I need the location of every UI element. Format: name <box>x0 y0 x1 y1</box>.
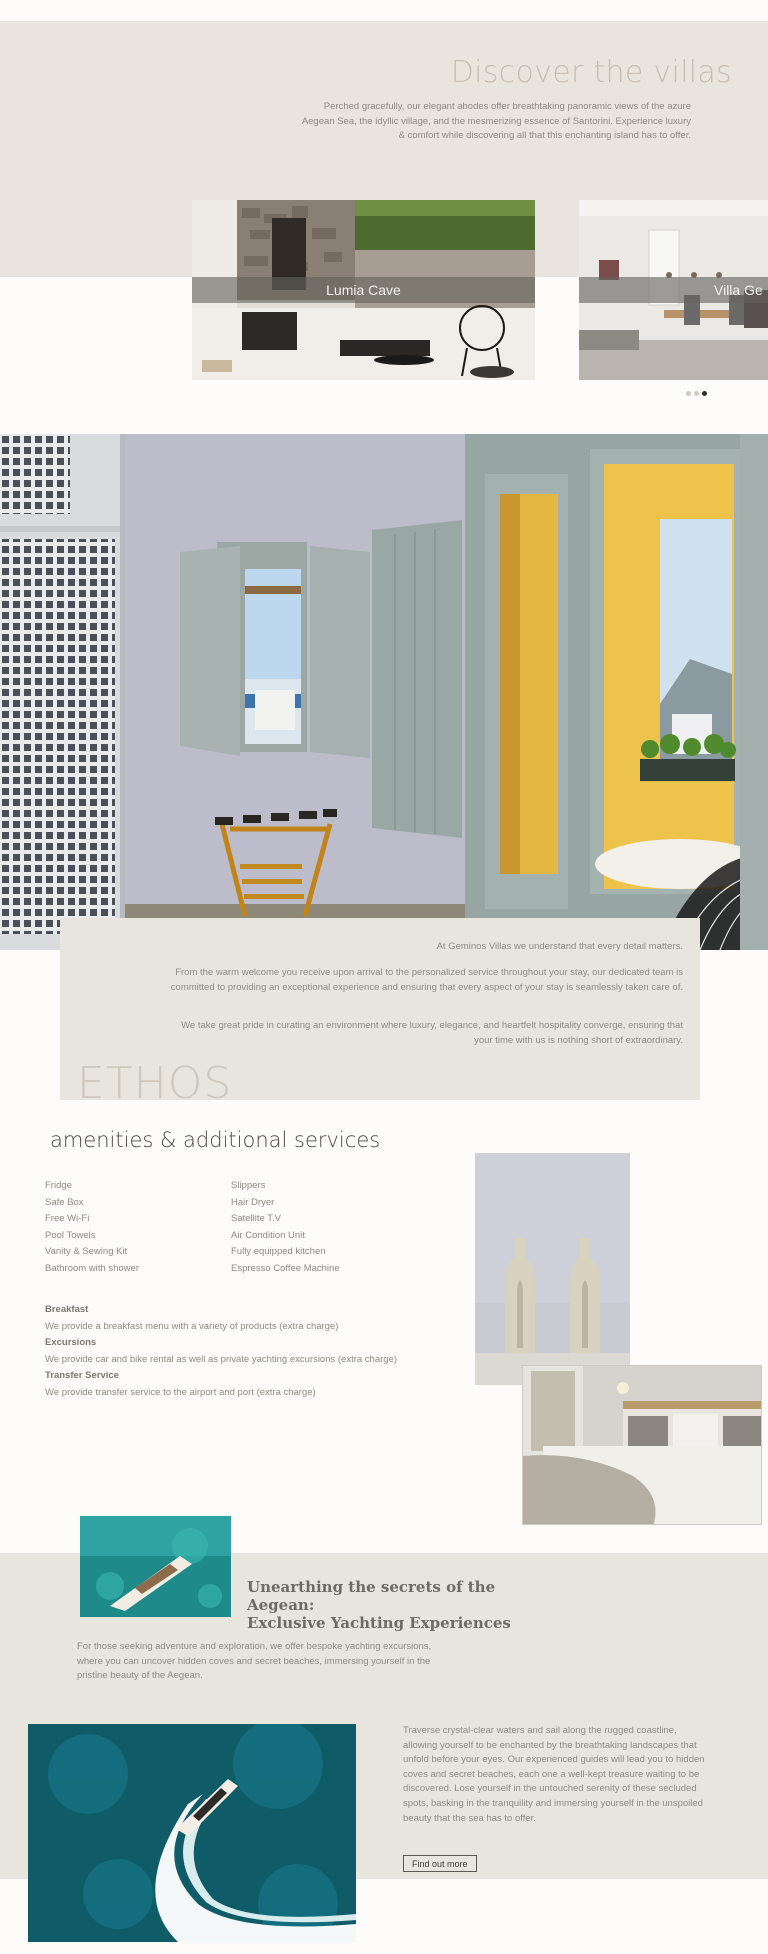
ethos-paragraph-1: At Geminos Villas we understand that every detail matters. <box>436 941 683 952</box>
amenities-list-right <box>231 1178 401 1277</box>
carousel-dot-3-active[interactable] <box>702 391 707 396</box>
villas-title: Discover the villas <box>450 55 732 90</box>
speedboat-photo-small <box>80 1516 231 1617</box>
amenity-item: Safe Box <box>45 1196 84 1208</box>
hero-room-illustration <box>0 434 768 950</box>
service-heading-excursions: Excursions <box>45 1337 97 1348</box>
amenity-item: Hair Dryer <box>231 1196 275 1208</box>
service-text-breakfast: We provide a breakfast menu with a variety of products (extra charge) <box>45 1320 339 1332</box>
ethos-panel <box>60 918 700 1109</box>
amenity-item: Pool Towels <box>45 1229 96 1241</box>
ethos-paragraph-3: We take great pride in curating an environment where luxury, elegance, and heartfelt hospitality converge, ensuring that your time with us is nothing short of extraordinary. <box>181 1020 683 1046</box>
speedboat-photo-large <box>28 1724 356 1942</box>
amenity-item: Espresso Coffee Machine <box>231 1262 340 1274</box>
carousel-dot-1[interactable] <box>686 391 691 396</box>
amenity-item: Slippers <box>231 1180 266 1191</box>
amenity-item: Free Wi-Fi <box>45 1213 90 1224</box>
vases-photo <box>475 1153 630 1385</box>
villa-card-lumia-cave[interactable] <box>192 200 535 380</box>
service-heading-breakfast: Breakfast <box>45 1304 89 1315</box>
amenity-item: Fridge <box>45 1180 72 1191</box>
amenity-item: Vanity & Sewing Kit <box>45 1246 128 1257</box>
bedroom-photo <box>522 1365 762 1525</box>
service-text-transfer: We provide transfer service to the airport and port (extra charge) <box>45 1386 316 1398</box>
amenity-item: Satellite T.V <box>231 1213 281 1224</box>
yachting-title <box>247 1578 527 1632</box>
yachting-title-line2: Exclusive Yachting Experiences <box>247 1614 511 1632</box>
yachting-intro: For those seeking adventure and exploration, we offer bespoke yachting excursions, where you can uncover hidden coves and secret beaches, immersing yourself in the pristine beauty of the Aegean. <box>77 1641 432 1681</box>
yachting-body: Traverse crystal-clear waters and sail along the rugged coastline, allowing yourself to be enchanted by the breathtaking landscapes that unfold before your eyes. Our experienced guides will lead you to hidden coves and secret beaches, each one a well-kept treasure waiting to be discovered. Lose yourself in the untouched serenity of these secluded spots, basking in the tranquility and immersing yourself in the unspoiled beauty that the sea has to offer. <box>403 1725 705 1824</box>
villa-card-villa-ge[interactable] <box>579 200 768 380</box>
amenity-item: Air Condition Unit <box>231 1229 305 1241</box>
amenity-item: Fully equipped kitchen <box>231 1246 326 1257</box>
service-heading-transfer: Transfer Service <box>45 1370 119 1381</box>
ethos-paragraph-2: From the warm welcome you receive upon arrival to the personalized service throughout your stay, our dedicated team is committed to providing an exceptional experience and ensuring that every aspect of your stay is seamlessly taken care of. <box>170 967 683 993</box>
carousel-pagination <box>686 391 707 396</box>
carousel-dot-2[interactable] <box>694 391 699 396</box>
ethos-title: ETHOS <box>77 1058 233 1109</box>
amenity-item: Bathroom with shower <box>45 1262 139 1274</box>
hero-room-photo <box>0 434 768 950</box>
additional-services <box>45 1302 405 1401</box>
yachting-title-line1: Unearthing the secrets of the Aegean: <box>247 1578 496 1614</box>
amenities-title: amenities & additional services <box>50 1128 381 1152</box>
villa-name-villa-ge: Villa Ge <box>714 282 763 298</box>
amenities-list-left <box>45 1178 215 1277</box>
villas-intro: Perched gracefully, our elegant abodes offer breathtaking panoramic views of the azure Aegean Sea, the idyllic village, and the mesmerizing essence of Santorini. Experience luxury & comfort while discovering all that this enchanting island has to offer. <box>301 101 691 141</box>
villa-name-lumia-cave: Lumia Cave <box>326 282 401 298</box>
service-text-excursions: We provide car and bike rental as well as private yachting excursions (extra charge) <box>45 1353 398 1365</box>
find-out-more-button[interactable]: Find out more <box>403 1855 477 1872</box>
